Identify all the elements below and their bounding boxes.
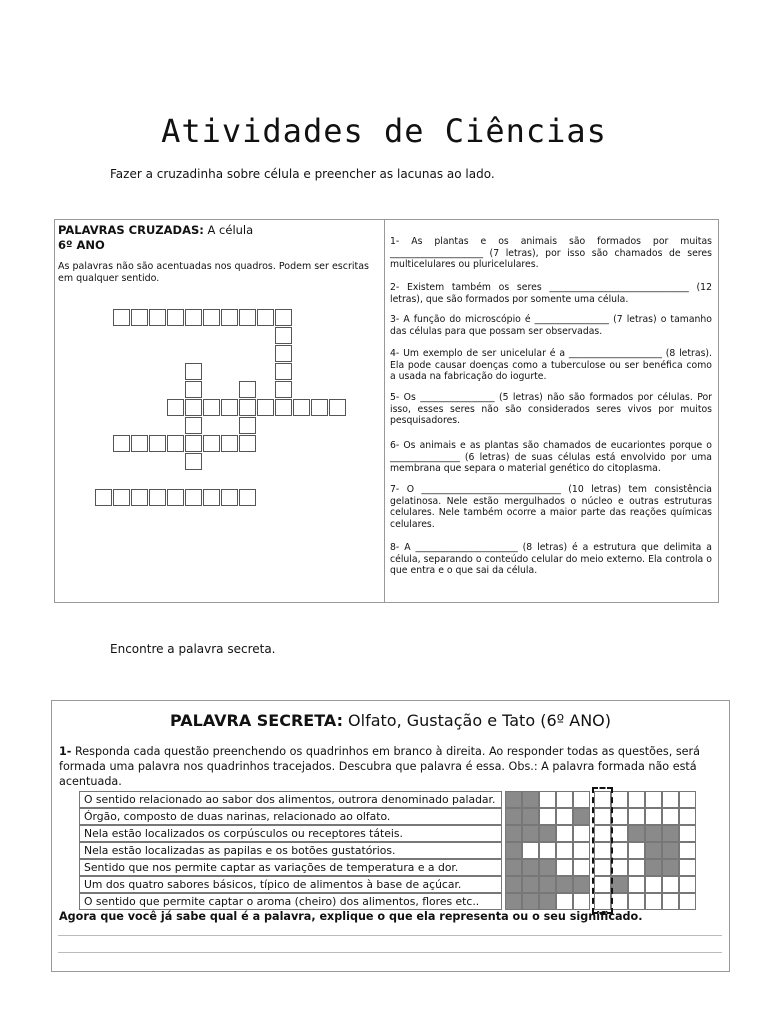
crossword-cell[interactable]: [311, 399, 328, 416]
crossword-cell[interactable]: [185, 399, 202, 416]
question-8: 8- A ______________________ (8 letras) é a estrutura que delimita a célula, separando o conteúdo celular do meio externo. Ela controla o que entra e o que sai da célula.: [390, 542, 712, 577]
secret-word-column: [592, 787, 613, 914]
answer-cell: [539, 876, 556, 893]
secret-word-directions-number: 1-: [59, 745, 72, 758]
answer-cell[interactable]: [645, 791, 662, 808]
crossword-cell[interactable]: [167, 489, 184, 506]
clue-row-5: Sentido que nos permite captar as variações de temperatura e a dor.: [79, 859, 502, 876]
answer-cell[interactable]: [645, 808, 662, 825]
crossword-cell[interactable]: [131, 309, 148, 326]
answer-cell[interactable]: [556, 791, 573, 808]
answer-cell: [505, 791, 522, 808]
answer-cell[interactable]: [573, 842, 590, 859]
crossword-cell[interactable]: [257, 399, 274, 416]
answer-cell[interactable]: [611, 825, 628, 842]
crossword-cell[interactable]: [275, 399, 292, 416]
answer-cell: [573, 876, 590, 893]
answer-cell: [522, 859, 539, 876]
answer-cell[interactable]: [679, 791, 696, 808]
answer-cell[interactable]: [628, 876, 645, 893]
answer-cell[interactable]: [611, 893, 628, 910]
crossword-cell[interactable]: [221, 489, 238, 506]
answer-cell[interactable]: [522, 842, 539, 859]
crossword-cell[interactable]: [239, 309, 256, 326]
question-4: 4- Um exemplo de ser unicelular é a ____________________ (8 letras). Ela pode causar doenças como a tuberculose ou ser benéfica como a usada na fabricação do iogurte.: [390, 348, 712, 383]
clue-row-1: O sentido relacionado ao sabor dos alimentos, outrora denominado paladar.: [79, 791, 502, 808]
answer-cell: [505, 893, 522, 910]
crossword-cell[interactable]: [275, 309, 292, 326]
secret-word-title: [52, 711, 729, 730]
crossword-cell[interactable]: [113, 309, 130, 326]
crossword-cell[interactable]: [185, 309, 202, 326]
crossword-cell[interactable]: [275, 381, 292, 398]
secret-word-title-label: PALAVRA SECRETA:: [169, 711, 343, 730]
answer-cell[interactable]: [556, 825, 573, 842]
answer-cell: [645, 842, 662, 859]
crossword-cell[interactable]: [203, 309, 220, 326]
secret-word-directions: [59, 744, 724, 789]
secret-word-box: [51, 700, 730, 972]
crossword-cell[interactable]: [149, 309, 166, 326]
answer-cell[interactable]: [679, 842, 696, 859]
crossword-cell[interactable]: [203, 435, 220, 452]
answer-line-2: [58, 952, 722, 953]
answer-cell: [628, 825, 645, 842]
answer-cell[interactable]: [679, 876, 696, 893]
crossword-panel: [55, 220, 385, 602]
answer-cell: [539, 825, 556, 842]
crossword-cell[interactable]: [329, 399, 346, 416]
question-1: 1- As plantas e os animais são formados por muitas ____________________ (7 letras), por isso são chamados de seres multicelulares ou pluricelulares.: [390, 236, 712, 271]
clue-row-4: Nela estão localizadas as papilas e os botões gustatórios.: [79, 842, 502, 859]
answer-cell: [522, 808, 539, 825]
crossword-box: [54, 219, 719, 603]
crossword-cell[interactable]: [239, 381, 256, 398]
crossword-cell[interactable]: [149, 435, 166, 452]
answer-cell[interactable]: [611, 808, 628, 825]
answer-line-1: [58, 935, 722, 936]
crossword-note: As palavras não são acentuadas nos quadros. Podem ser escritas em qualquer sentido.: [58, 261, 370, 284]
answer-cell[interactable]: [679, 825, 696, 842]
answer-cell[interactable]: [645, 893, 662, 910]
clue-row-7: O sentido que permite captar o aroma (cheiro) dos alimentos, flores etc..: [79, 893, 502, 910]
crossword-cell[interactable]: [167, 435, 184, 452]
clue-row-6: Um dos quatro sabores básicos, típico de alimentos à base de açúcar.: [79, 876, 502, 893]
crossword-cell[interactable]: [167, 399, 184, 416]
crossword-cell[interactable]: [95, 489, 112, 506]
crossword-cell[interactable]: [293, 399, 310, 416]
answer-cell: [556, 876, 573, 893]
answer-cell[interactable]: [645, 876, 662, 893]
crossword-grade: 6º ANO: [58, 238, 105, 252]
crossword-cell[interactable]: [185, 453, 202, 470]
answer-cell: [662, 842, 679, 859]
answer-cell[interactable]: [628, 808, 645, 825]
crossword-cell[interactable]: [113, 489, 130, 506]
answer-cell: [505, 859, 522, 876]
crossword-cell[interactable]: [275, 345, 292, 362]
crossword-cell[interactable]: [275, 363, 292, 380]
answer-cell[interactable]: [556, 859, 573, 876]
answer-cell[interactable]: [628, 859, 645, 876]
answer-cell[interactable]: [556, 893, 573, 910]
crossword-cell[interactable]: [257, 309, 274, 326]
answer-cell[interactable]: [662, 808, 679, 825]
answer-cell[interactable]: [539, 808, 556, 825]
answer-cell[interactable]: [539, 791, 556, 808]
answer-cell[interactable]: [662, 791, 679, 808]
final-question: Agora que você já sabe qual é a palavra, explique o que ela representa ou o seu significado.: [59, 910, 643, 923]
answer-cell: [645, 825, 662, 842]
crossword-cell[interactable]: [221, 435, 238, 452]
answer-cell: [662, 825, 679, 842]
crossword-cell[interactable]: [221, 309, 238, 326]
crossword-cell[interactable]: [239, 435, 256, 452]
answer-cell[interactable]: [539, 842, 556, 859]
answer-cell: [645, 859, 662, 876]
answer-cell: [505, 808, 522, 825]
answer-cell[interactable]: [628, 791, 645, 808]
answer-cell[interactable]: [573, 825, 590, 842]
answer-cell: [611, 876, 628, 893]
answer-cell[interactable]: [556, 842, 573, 859]
answer-cell[interactable]: [679, 893, 696, 910]
question-7: 7- O ______________________________ (10 letras) tem consistência gelatinosa. Nele estão mergulhados o núcleo e outras estruturas celulares. Nele também ocorre a maior parte das reações químicas celulares.: [390, 484, 712, 530]
page-title: Atividades de Ciências: [161, 112, 607, 150]
crossword-cell[interactable]: [185, 381, 202, 398]
answer-cell[interactable]: [628, 893, 645, 910]
crossword-cell[interactable]: [167, 309, 184, 326]
questions-panel: [385, 220, 718, 602]
answer-cell: [522, 825, 539, 842]
answer-cell: [539, 893, 556, 910]
answer-cell: [662, 859, 679, 876]
answer-cell: [522, 791, 539, 808]
answer-cell: [539, 859, 556, 876]
answer-cell: [522, 876, 539, 893]
answer-cell[interactable]: [573, 893, 590, 910]
crossword-cell[interactable]: [203, 489, 220, 506]
secret-word-directions-text: Responda cada questão preenchendo os quadrinhos em branco à direita. Ao responder todas as questões, será formada uma palavra nos quadrinhos tracejados. Descubra que palavra é essa. Obs.: A palavra formada não está acentuada.: [59, 745, 701, 788]
crossword-cell[interactable]: [275, 327, 292, 344]
answer-cell: [573, 808, 590, 825]
answer-cell: [522, 893, 539, 910]
question-6: 6- Os animais e as plantas são chamados de eucariontes porque o _______________ (6 letras) de suas células está envolvido por uma membrana que separa o material genético do citoplasma.: [390, 440, 712, 475]
crossword-heading-label: PALAVRAS CRUZADAS:: [58, 223, 204, 237]
crossword-cell[interactable]: [239, 399, 256, 416]
answer-cell[interactable]: [679, 859, 696, 876]
crossword-cell[interactable]: [113, 435, 130, 452]
answer-cell[interactable]: [573, 859, 590, 876]
crossword-cell[interactable]: [185, 489, 202, 506]
answer-cell[interactable]: [611, 859, 628, 876]
crossword-cell[interactable]: [185, 417, 202, 434]
answer-cell[interactable]: [611, 791, 628, 808]
answer-cell[interactable]: [611, 842, 628, 859]
answer-cell[interactable]: [662, 876, 679, 893]
crossword-cell[interactable]: [185, 435, 202, 452]
answer-cell[interactable]: [662, 893, 679, 910]
secret-word-instruction: Encontre a palavra secreta.: [110, 642, 276, 656]
crossword-cell[interactable]: [239, 417, 256, 434]
crossword-cell[interactable]: [149, 489, 166, 506]
question-5: 5- Os ________________ (5 letras) não são formados por células. Por isso, esses seres não são considerados seres vivos por muitos pesquisadores.: [390, 392, 712, 427]
crossword-heading-topic: A célula: [203, 223, 254, 237]
clue-row-2: Órgão, composto de duas narinas, relacionado ao olfato.: [79, 808, 502, 825]
crossword-cell[interactable]: [185, 363, 202, 380]
crossword-cell[interactable]: [131, 489, 148, 506]
crossword-cell[interactable]: [203, 399, 220, 416]
secret-word-title-topic: Olfato, Gustação e Tato (6º ANO): [342, 711, 611, 730]
answer-cell[interactable]: [573, 791, 590, 808]
answer-cell[interactable]: [679, 808, 696, 825]
answer-cell: [505, 825, 522, 842]
clue-row-3: Nela estão localizados os corpúsculos ou receptores táteis.: [79, 825, 502, 842]
crossword-heading: [58, 223, 253, 237]
question-3: 3- A função do microscópio é ________________ (7 letras) o tamanho das células para que possam ser observadas.: [390, 314, 712, 337]
crossword-instruction: Fazer a cruzadinha sobre célula e preencher as lacunas ao lado.: [110, 167, 495, 181]
crossword-cell[interactable]: [131, 435, 148, 452]
answer-cell: [505, 842, 522, 859]
crossword-cell[interactable]: [239, 489, 256, 506]
answer-cell: [505, 876, 522, 893]
question-2: 2- Existem também os seres ______________________________ (12 letras), que são formados por somente uma célula.: [390, 282, 712, 305]
answer-cell[interactable]: [628, 842, 645, 859]
answer-cell[interactable]: [556, 808, 573, 825]
crossword-cell[interactable]: [221, 399, 238, 416]
